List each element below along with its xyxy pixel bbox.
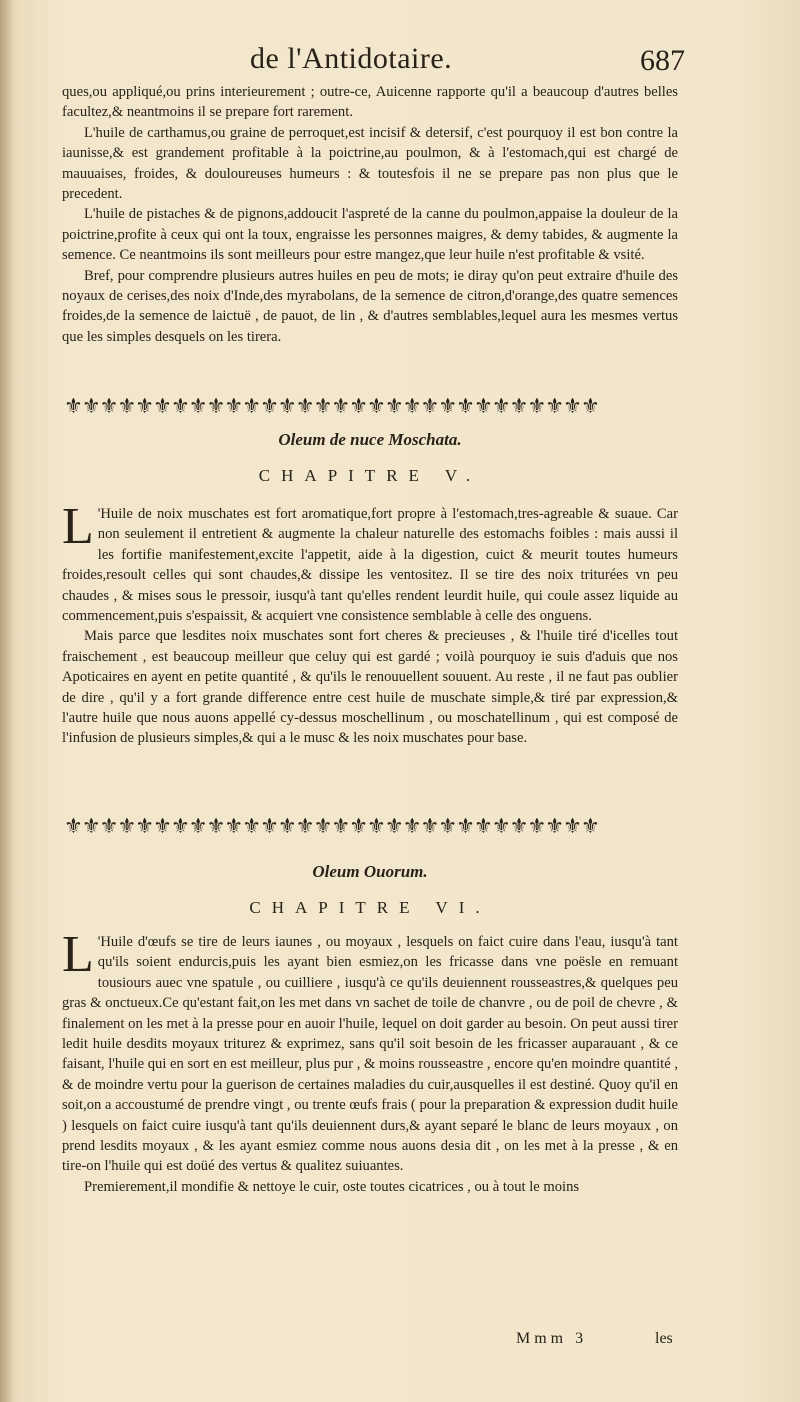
- chapter-6-paragraph-1: [62, 926, 679, 1177]
- catchword: les: [655, 1330, 673, 1347]
- fleuron-ornament-band-1: ⚜⚜⚜⚜⚜⚜⚜⚜⚜⚜⚜⚜⚜⚜⚜⚜⚜⚜⚜⚜⚜⚜⚜⚜⚜⚜⚜⚜⚜⚜: [64, 394, 599, 418]
- chapter-5-text: [62, 498, 678, 749]
- chapter-5-paragraph-1: [62, 498, 678, 626]
- drop-cap: L: [62, 926, 94, 983]
- drop-cap: L: [62, 498, 94, 555]
- chapter-5-title: Oleum de nuce Moschata.: [278, 430, 462, 449]
- intro-paragraph-4: Bref, pour comprendre plusieurs autres huiles en peu de mots; ie diray qu'on peut extraire d'huile des noyaux de cerises,des noix d'Inde,des myrabolans, de la semence de citron,d'orange,des quatre semences froides,de la semence de laictuë , de pauot, de lin , & d'autres semblables,lequel aura les mesmes vertus que les simples desquels on les tirera.: [62, 267, 678, 345]
- chapter-5-paragraph-1-body: 'Huile de noix muschates est fort aromatique,fort propre à l'estomach,tres-agreable & suaue. Car non seulement il entretient & augmente la chaleur naturelle des estomachs foibles : mais aussi il les fortifie manifestement,excite l'appetit, aide à la digestion, cuict & meurit toutes humeurs froides,resoult celles qui sont chaudes,& dissipe les ventositez. Il se tire des noix triturées vn peu chaudes , & mises sous le pressoir, iusqu'à tant qu'elles rendent leurdit huile, qui coule assez liquide au commencement,puis s'espaissit, & acquiert vne consistence semblable à celle des onguens.: [62, 506, 678, 625]
- page-number: 687: [640, 44, 685, 77]
- intro-paragraph-2: L'huile de carthamus,ou graine de perroquet,est incisif & detersif, c'est pourquoy il est bon contre la iaunisse,& est grandement profitable à la poictrine,au poulmon, & à l'estomach,qui est chargé de mauuaises, froides, & douloureuses humeurs : & toutesfois il ne se prepare pas non plus que le precedent.: [62, 124, 678, 203]
- intro-paragraph-3: L'huile de pistaches & de pignons,addoucit l'aspreté de la canne du poulmon,appaise la douleur de la poictrine,profite à ceux qui ont la toux, engraisse les personnes maigres, & demy tabides, & augmente la semence. Ce neantmoins ils sont meilleurs pour estre mangez,que leur huile n'est profitable & vsité.: [62, 206, 678, 264]
- spine-shadow: [0, 0, 14, 1402]
- running-head: de l'Antidotaire.: [250, 42, 453, 75]
- chapter-5-heading: CHAPITRE V.: [258, 466, 482, 485]
- chapter-6-paragraph-1-body: 'Huile d'œufs se tire de leurs iaunes , ou moyaux , lesquels on faict cuire dans l'eau, iusqu'à tant qu'ils soient endurcis,puis les ayant bien esmiez,on les fricasse dans vne poësle en remuant tousiours auec vne spatule , ou cuilliere , iusqu'à ce qu'ils deuiennent rousseastres,& quelques peu gras & onctueux.Ce qu'estant fait,on les met dans vn sachet de toile de chanvre , ou de poil de chevre , & finalement on les met à la presse pour en auoir l'huile, lequel on doit garder au besoin. On peut aussi tirer ledit huile desdits moyaux triturez & exprimez, sans qu'il soit besoin de les fricasser auparauant , & ce faisant, l'huile qui en sort en est meilleur, plus pur , & moins rousseastre , encore qu'en moindre quantité , & de moindre vertu pour la guerison de certaines maladies du cuir,ausquelles il est destiné. Quoy qu'il en soit,on a accoustumé de prendre vingt , ou trente œufs frais ( pour la preparation & expression dudit huile ) lesquels on faict cuire iusqu'à tant qu'ils deuiennent durs,& ayant separé le blanc de leurs moyaux , on prend lesdits moyaux , & les ayant esmiez comme nous auons desia dit , on les met à la presse , & en tire-on l'huile qui est doüé des vertus & qualitez suiuantes.: [62, 934, 679, 1175]
- signature-mark: Mmm 3: [516, 1330, 588, 1347]
- chapter-6-paragraph-2: Premierement,il mondifie & nettoye le cuir, oste toutes cicatrices , ou à tout le moins: [84, 1178, 580, 1195]
- chapter-6-text: [62, 926, 679, 1197]
- intro-text: [62, 82, 678, 347]
- fleuron-ornament-band-2: ⚜⚜⚜⚜⚜⚜⚜⚜⚜⚜⚜⚜⚜⚜⚜⚜⚜⚜⚜⚜⚜⚜⚜⚜⚜⚜⚜⚜⚜⚜: [64, 814, 599, 838]
- intro-paragraph-1: ques,ou appliqué,ou prins interieurement ; outre-ce, Auicenne rapporte qu'il a beaucoup d'autres belles facultez,& neantmoins il se prepare fort rarement.: [62, 84, 678, 121]
- chapter-6-title: Oleum Ouorum.: [312, 862, 428, 881]
- chapter-5-paragraph-2: Mais parce que lesdites noix muschates sont fort cheres & precieuses , & l'huile tiré d'icelles tout fraischement , est beaucoup meilleur que celuy qui est gardé ; voilà pourquoy ie suis d'aduis que nos Apoticaires en ayent en petite quantité , & qu'ils le renouuellent souuent. Au reste , il ne faut pas oublier de dire , qu'il y a fort grande difference entre cest huile de muschate simple,& tiré par expression,& l'autre huile que nous auons appellé cy-dessus moschellinum , ou moschatellinum , qui est composé de l'infusion de plusieurs simples,& qui a le musc & les noix muschates pour base.: [62, 628, 678, 747]
- chapter-6-heading: CHAPITRE VI.: [249, 898, 491, 917]
